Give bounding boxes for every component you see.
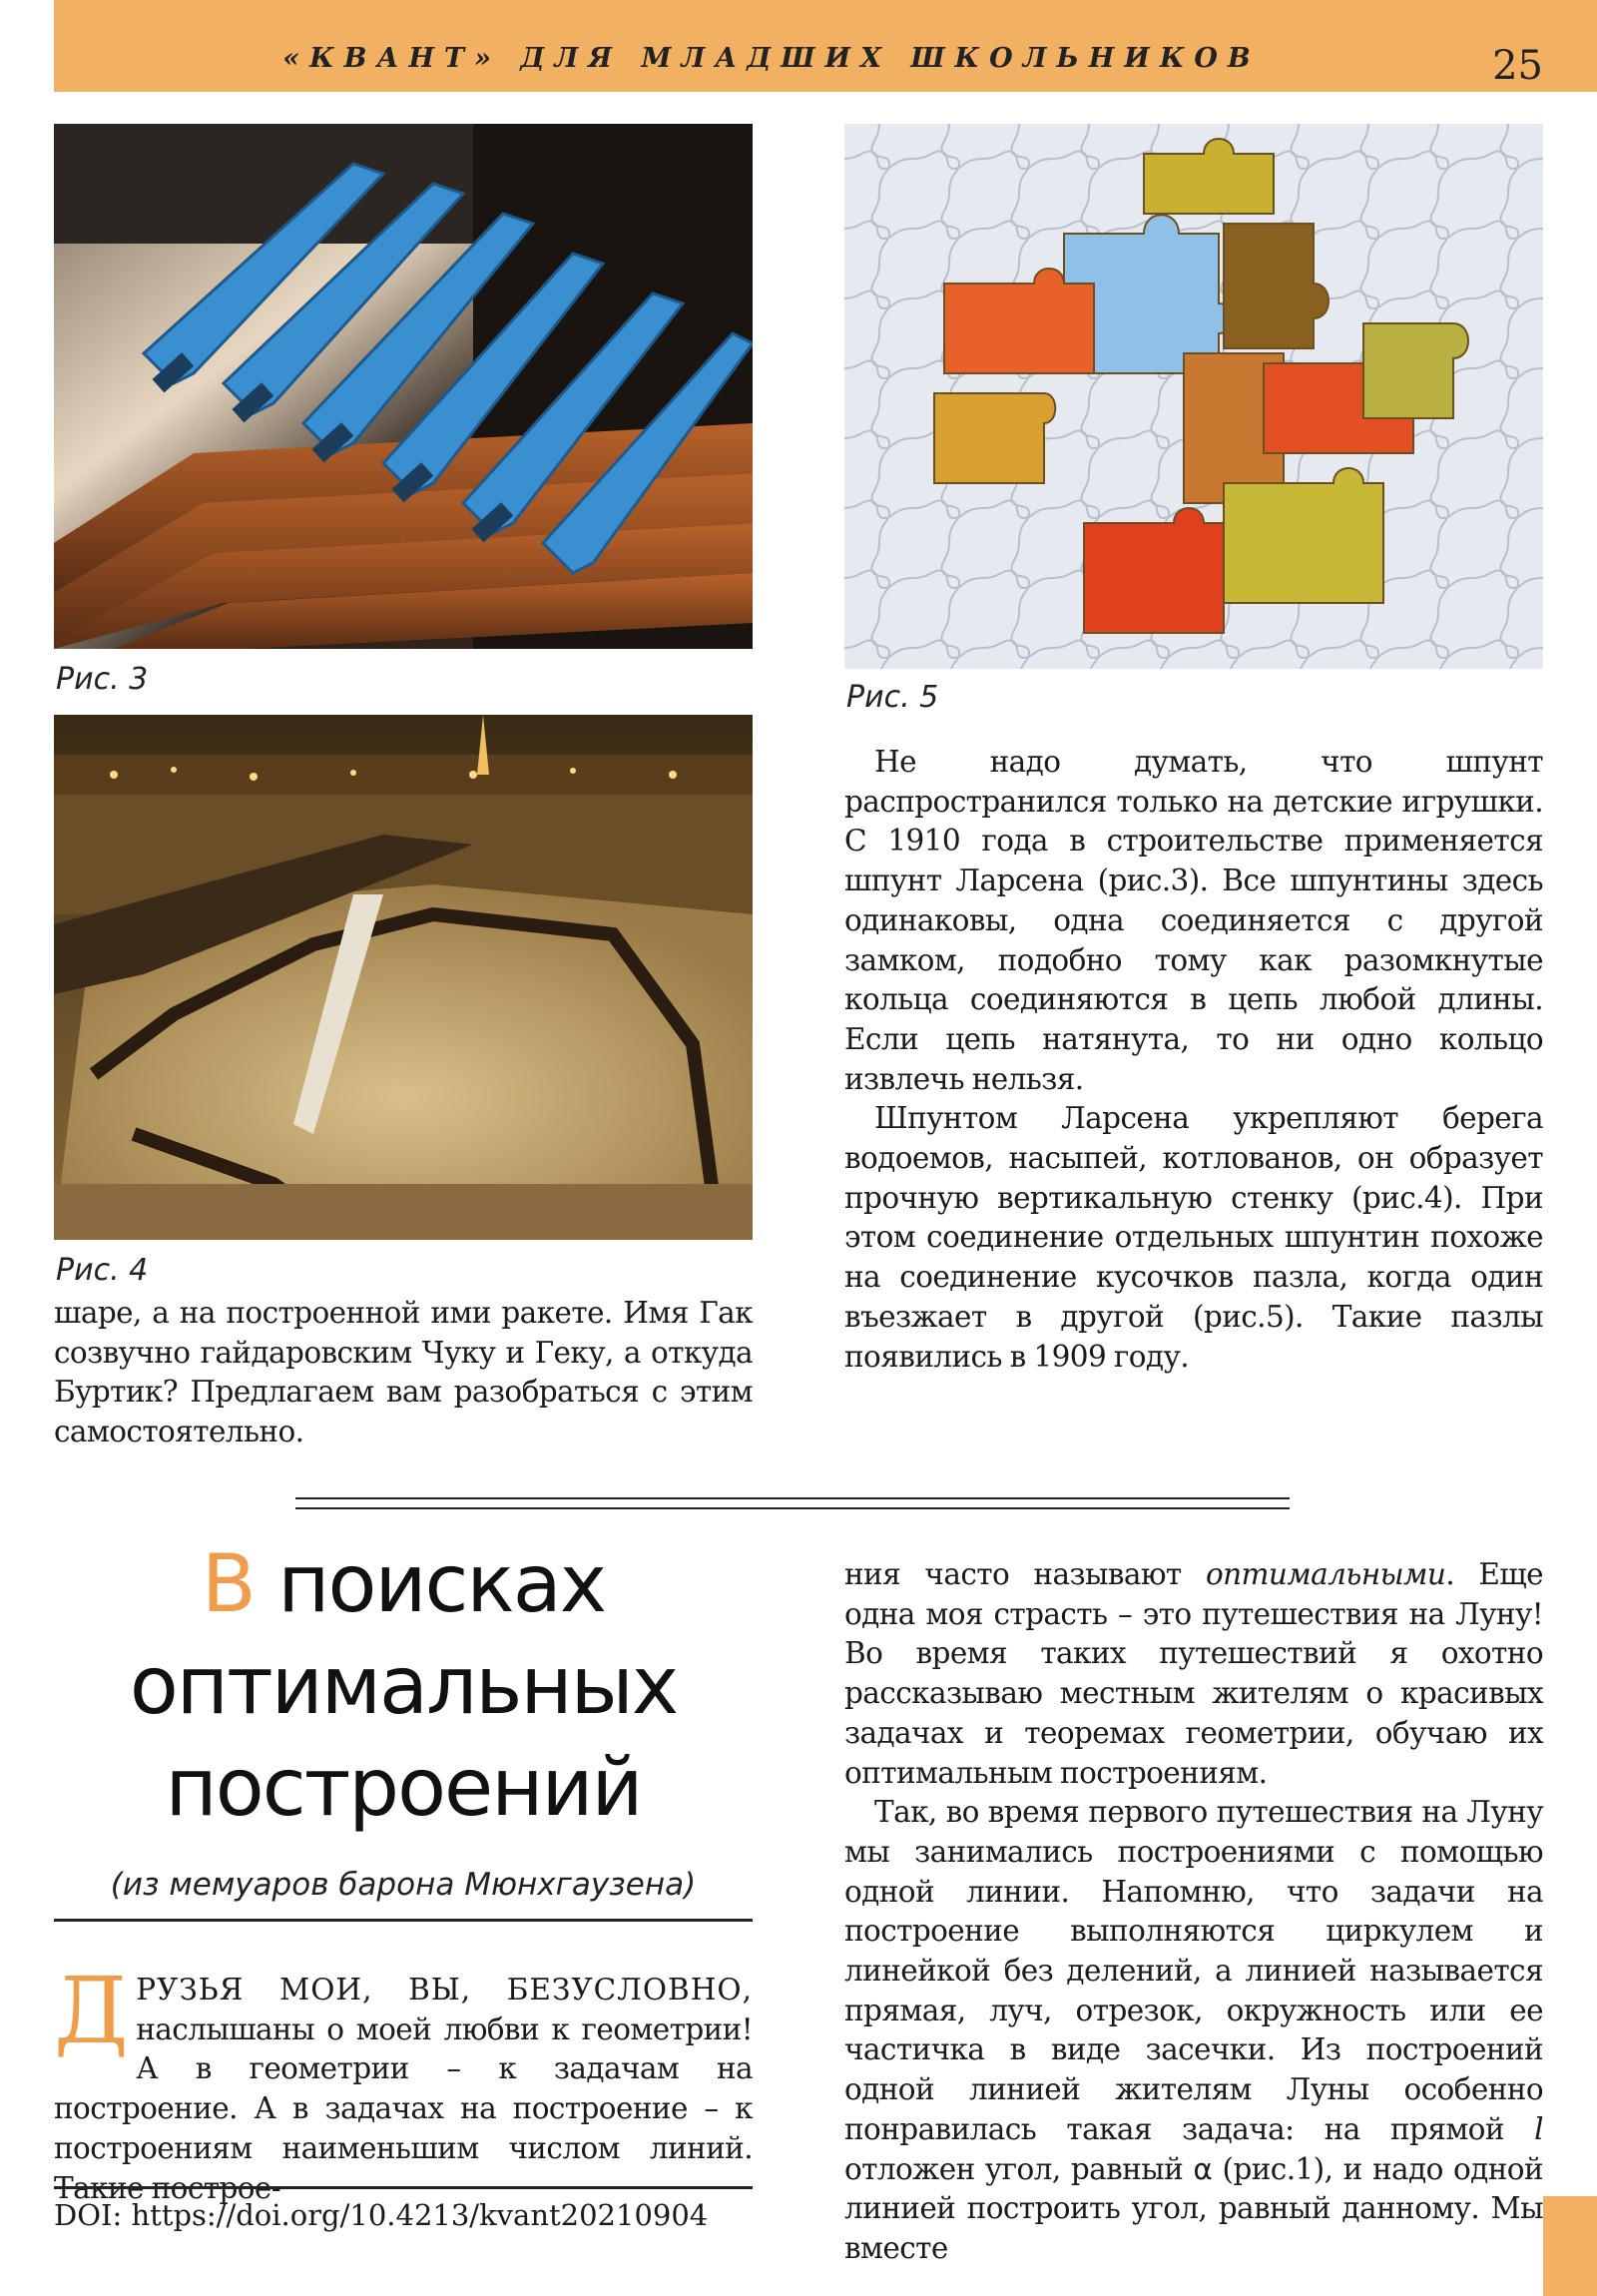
right-column-text <box>844 743 1543 1377</box>
continuation-paragraph: шаре, а на построенной ими ракете. Имя Гак созвучно гайдаровским Чуку и Геку, а откуда Буртик? Предлагаем вам разобраться с этим самостоятельно. <box>54 1296 753 1449</box>
figure-4-caption: Рис. 4 <box>56 1253 149 1288</box>
article-subtitle: (из мемуаров барона Мюнхгаузена) <box>110 1867 697 1903</box>
page-number: 25 <box>1492 43 1543 89</box>
page-corner-tab <box>1543 2196 1597 2296</box>
intro-rest: наслышаны о моей любви к геометрии! А в геометрии – к задачам на построение. А в задачах на построение – к построениям наименьшим числом линий. Такие построе- <box>54 2011 753 2205</box>
p1-italic-term: оптимальными <box>1205 1557 1446 1591</box>
p1-end: . Еще одна моя страсть – это путешествия на Луну! Во время таких путешествий я охотно рассказываю местным жителям о красивых задачах и теоремах геометрии, обучаю их оптимальным построениям. <box>844 1557 1543 1790</box>
figure-4-sheet-pile-wall-photo <box>54 715 753 1240</box>
article-paragraph-2 <box>844 1793 1543 2268</box>
doi-link[interactable]: DOI: https://doi.org/10.4213/kvant20210904 <box>54 2198 709 2232</box>
title-accent-letter: В <box>201 1537 255 1630</box>
figure-5-puzzle-photo <box>844 124 1543 669</box>
larsen-paragraph-2: Шпунтом Ларсена укрепляют берега водоемов, насыпей, котлованов, он образует прочную вертикальную стенку (рис.4). При этом соединение отдельных шпунтин похоже на соединение кусочков пазла, когда один въезжает в другой (рис.5). Такие пазлы появились в 1909 году. <box>844 1101 1543 1374</box>
section-separator <box>295 1497 1290 1509</box>
title-line-1: поисках <box>254 1537 606 1630</box>
running-header-title: «КВАНТ» ДЛЯ МЛАДШИХ ШКОЛЬНИКОВ <box>282 43 1261 74</box>
doi-rule <box>54 2186 753 2189</box>
p2-end: (рис.1), и надо одной линией построить угол, равный данному. Мы вместе <box>844 2151 1543 2265</box>
p2-variable-l: l <box>1534 2111 1543 2146</box>
figure-3-sheet-piles-photo <box>54 124 753 649</box>
article-intro-text <box>54 1958 753 2208</box>
title-line-2: оптимальных <box>129 1639 678 1732</box>
figure-3-caption: Рис. 3 <box>56 662 149 697</box>
title-line-3: построений <box>165 1741 642 1834</box>
article-intro-paragraph <box>54 1958 753 2208</box>
intro-caps: РУЗЬЯ МОИ, ВЫ, БЕЗУСЛОВНО, <box>136 1973 753 2007</box>
article-right-column-text <box>844 1555 1543 2269</box>
article-paragraph-1 <box>844 1555 1543 1793</box>
p1-start: ния часто называют <box>844 1557 1206 1591</box>
p2-mid: отложен угол, равный <box>844 2151 1194 2186</box>
larsen-paragraph-1: Не надо думать, что шпунт распространился только на детские игрушки. С 1910 года в строительстве применяется шпунт Ларсена (рис.3). Все шпунтины здесь одинаковы, одна соединяется с другой замком, подобно тому как разомкнутые кольца соединяются в цепь любой длины. Если цепь натянута, то ни одно кольцо извлечь нельзя. <box>844 745 1543 1096</box>
drop-cap-letter: Д <box>54 1958 129 2064</box>
subtitle-rule <box>54 1919 753 1922</box>
article-title <box>54 1533 753 1839</box>
left-column-continuation-text <box>54 1294 753 1452</box>
p2-alpha: α <box>1193 2151 1213 2186</box>
figure-5-caption: Рис. 5 <box>846 680 939 715</box>
p2-start: Так, во время первого путешествия на Луну мы занимались построениями с помощью одной линии. Напомню, что задачи на построение выполняются циркулем и линейкой без делений, а линией называется прямая, луч, отрезок, окружность или ее частичка в виде засечки. Из построений одной линией жителям Луны особенно понравилась такая задача: на прямой <box>844 1795 1543 2146</box>
